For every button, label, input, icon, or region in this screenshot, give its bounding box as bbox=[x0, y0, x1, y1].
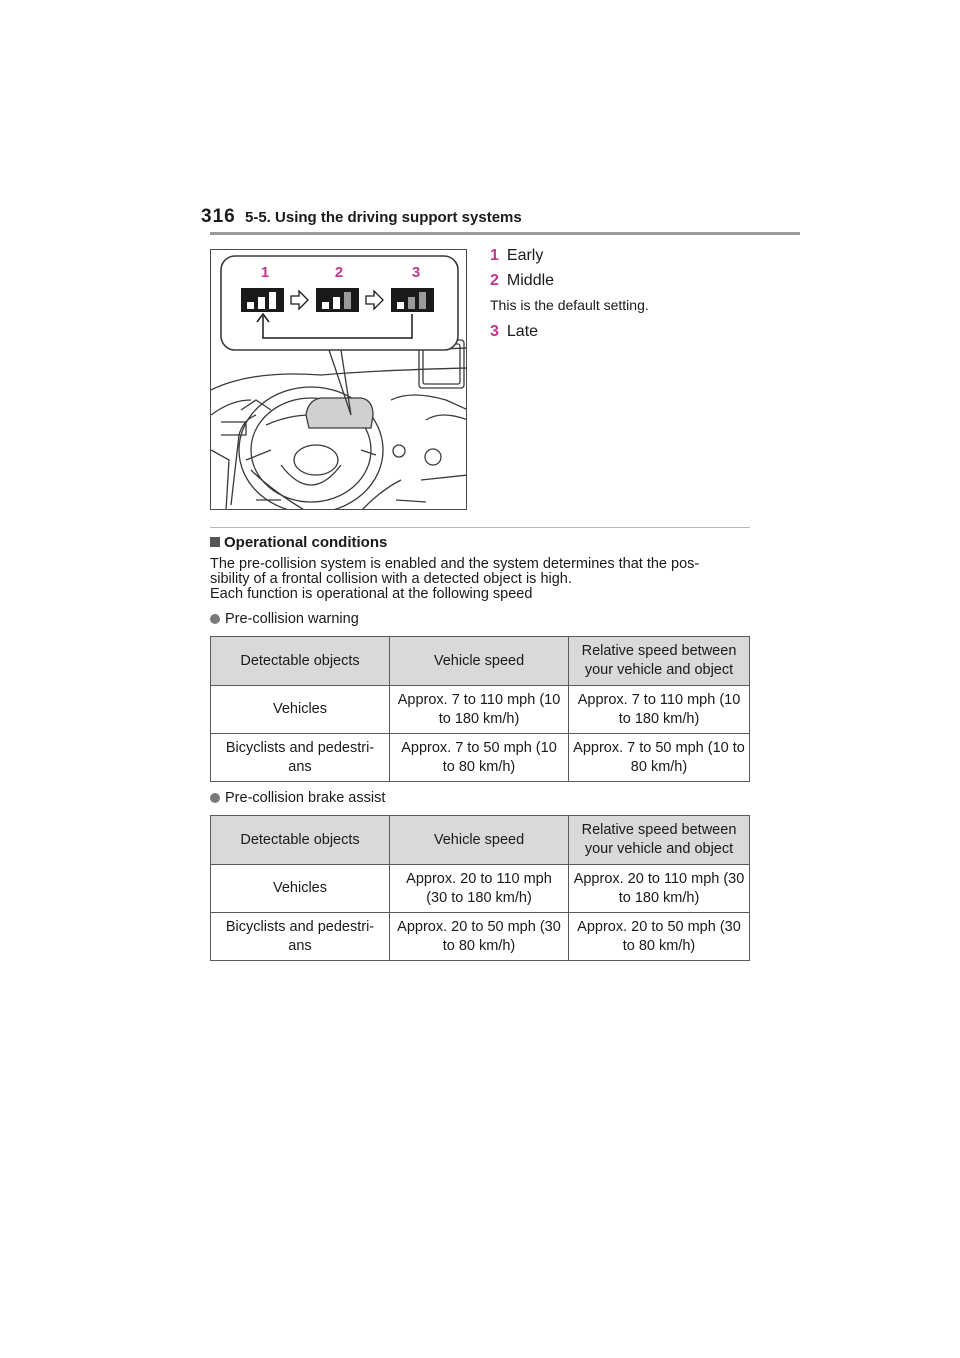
column-header: Relative speed between your vehicle and object bbox=[569, 637, 750, 686]
circle-bullet-icon bbox=[210, 793, 220, 803]
figure-label-3: 3 bbox=[411, 264, 421, 281]
table-cell: Bicyclists and pedestri-ans bbox=[211, 913, 390, 961]
table-cell: Approx. 20 to 50 mph (30 to 80 km/h) bbox=[390, 913, 569, 961]
table-cell: Approx. 7 to 110 mph (10 to 180 km/h) bbox=[390, 686, 569, 734]
pre-collision-warning-table bbox=[210, 636, 750, 782]
default-setting-note: This is the default setting. bbox=[490, 297, 649, 313]
pre-collision-brake-assist-table bbox=[210, 815, 750, 961]
figure-label-1: 1 bbox=[260, 264, 270, 281]
table-row bbox=[211, 865, 750, 913]
sensitivity-levels bbox=[490, 243, 649, 344]
bullet-pre-collision-warning: Pre-collision warning bbox=[210, 611, 359, 627]
operational-conditions-text: The pre-collision system is enabled and the system determines that the pos- sibility of a frontal collision with a detected object is high. Each function is operational at the following speed bbox=[210, 556, 700, 602]
level-item-late: 3 Late bbox=[490, 323, 539, 340]
square-bullet-icon bbox=[210, 537, 220, 547]
table-cell: Vehicles bbox=[211, 865, 390, 913]
level-item-middle: 2 Middle bbox=[490, 272, 555, 289]
column-header: Detectable objects bbox=[211, 816, 390, 865]
header-rule bbox=[210, 232, 800, 235]
level-item-early: 1 Early bbox=[490, 247, 544, 264]
table-row bbox=[211, 913, 750, 961]
circle-bullet-icon bbox=[210, 614, 220, 624]
level-indicator-late bbox=[391, 288, 434, 312]
table-row bbox=[211, 686, 750, 734]
dashboard-illustration bbox=[210, 249, 467, 510]
column-header: Relative speed between your vehicle and object bbox=[569, 816, 750, 865]
dashboard-drawing bbox=[211, 250, 467, 510]
figure-label-2: 2 bbox=[334, 264, 344, 281]
table-row bbox=[211, 734, 750, 782]
table-cell: Approx. 7 to 50 mph (10 to 80 km/h) bbox=[569, 734, 750, 782]
table-cell: Approx. 7 to 50 mph (10 to 80 km/h) bbox=[390, 734, 569, 782]
table-header-row bbox=[211, 816, 750, 865]
table-cell: Bicyclists and pedestri-ans bbox=[211, 734, 390, 782]
page-number: 316 bbox=[201, 206, 236, 227]
table-header-row bbox=[211, 637, 750, 686]
operational-conditions-heading: Operational conditions bbox=[210, 534, 387, 551]
level-indicator-early bbox=[241, 288, 284, 312]
level-indicator-middle bbox=[316, 288, 359, 312]
column-header: Vehicle speed bbox=[390, 816, 569, 865]
column-header: Vehicle speed bbox=[390, 637, 569, 686]
section-divider bbox=[210, 527, 750, 528]
bullet-pre-collision-brake-assist: Pre-collision brake assist bbox=[210, 790, 385, 806]
column-header: Detectable objects bbox=[211, 637, 390, 686]
table-cell: Approx. 7 to 110 mph (10 to 180 km/h) bbox=[569, 686, 750, 734]
table-cell: Approx. 20 to 110 mph (30 to 180 km/h) bbox=[569, 865, 750, 913]
table-cell: Vehicles bbox=[211, 686, 390, 734]
section-title: 5-5. Using the driving support systems bbox=[245, 209, 522, 226]
table-cell: Approx. 20 to 110 mph (30 to 180 km/h) bbox=[390, 865, 569, 913]
table-cell: Approx. 20 to 50 mph (30 to 80 km/h) bbox=[569, 913, 750, 961]
